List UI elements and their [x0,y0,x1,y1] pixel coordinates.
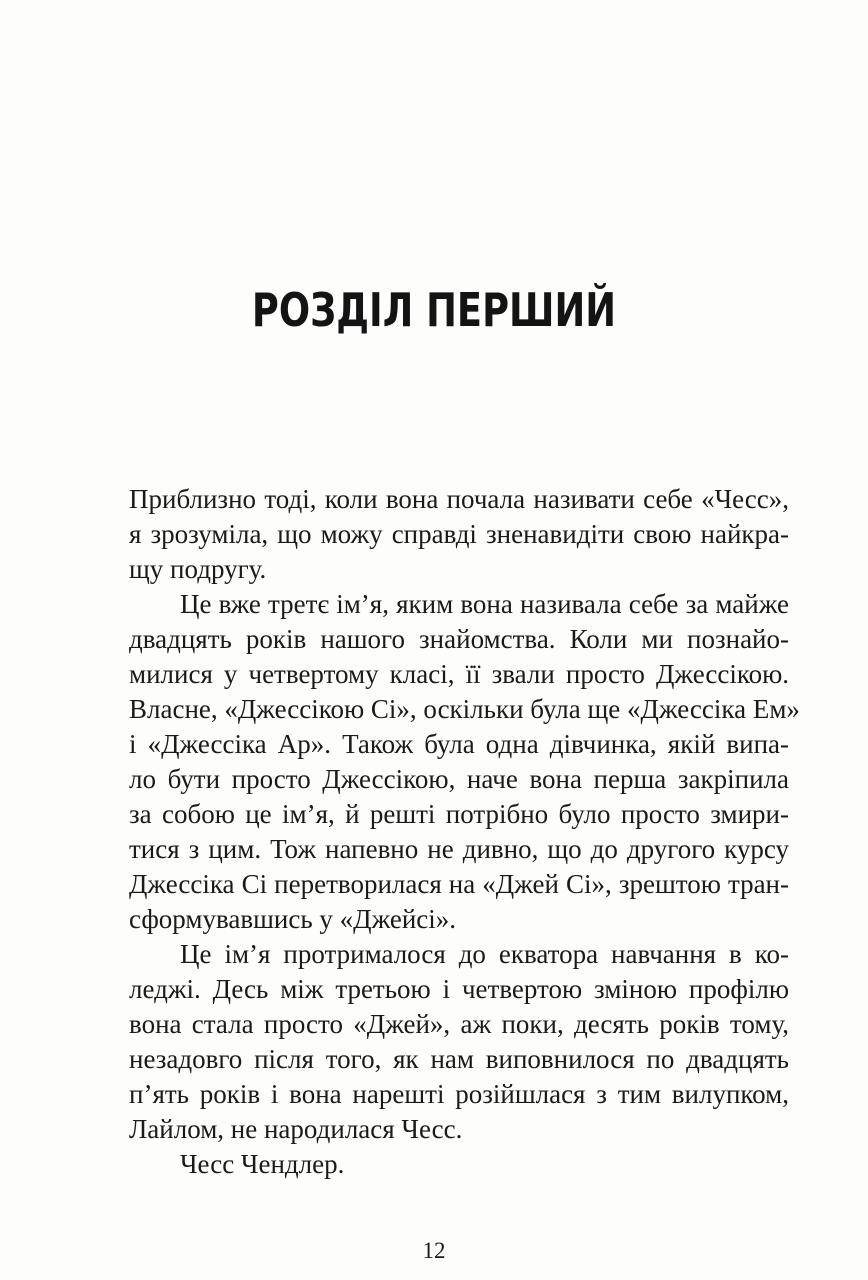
chapter-title: РОЗДІЛ ПЕРШИЙ [251,283,617,337]
chapter-body [129,482,800,1182]
text-line: леджі. Десь між третьою і четвертою зміною профілю [129,974,789,1004]
text-line: і «Джессіка Ар». Також була одна дівчинка, якій випа- [129,729,789,759]
text-line: Приблизно тоді, коли вона почала називати себе «Чесс», [129,484,789,514]
text-line: Чесс Чендлер. [180,1149,345,1179]
text-line: щу подругу. [129,554,267,584]
text-line: Власне, «Джессікою Сі», оскільки була ще «Джессіка Ем» [129,694,800,724]
text-line: вона стала просто «Джей», аж поки, десять років тому, [129,1009,789,1039]
text-line: Лайлом, не народилася Чесс. [129,1114,463,1144]
text-line: милися у четвертому класі, її звали просто Джессікою. [129,659,789,689]
text-line: п’ять років і вона нарешті розійшлася з тим вилупком, [129,1079,789,1109]
text-line: за собою це ім’я, й решті потрібно було просто змири- [129,799,789,829]
text-line: ло бути просто Джессікою, наче вона перша закріпила [129,764,789,794]
text-line: Джессіка Сі перетворилася на «Джей Сі», зрештою тран- [129,869,789,899]
text-line: тися з цим. Тож напевно не дивно, що до другого курсу [129,834,789,864]
page-number: 12 [422,1238,446,1263]
text-line: Це вже третє ім’я, яким вона називала себе за майже [180,589,789,619]
text-line: я зрозуміла, що можу справді зненавидіти свою найкра- [129,519,789,549]
text-line: незадовго після того, як нам виповнилося по двадцять [129,1044,789,1074]
text-line: Це ім’я протрималося до екватора навчання в ко- [180,939,789,969]
text-line: сформувавшись у «Джейсі». [129,904,457,934]
text-line: двадцять років нашого знайомства. Коли ми познайо- [129,624,789,654]
